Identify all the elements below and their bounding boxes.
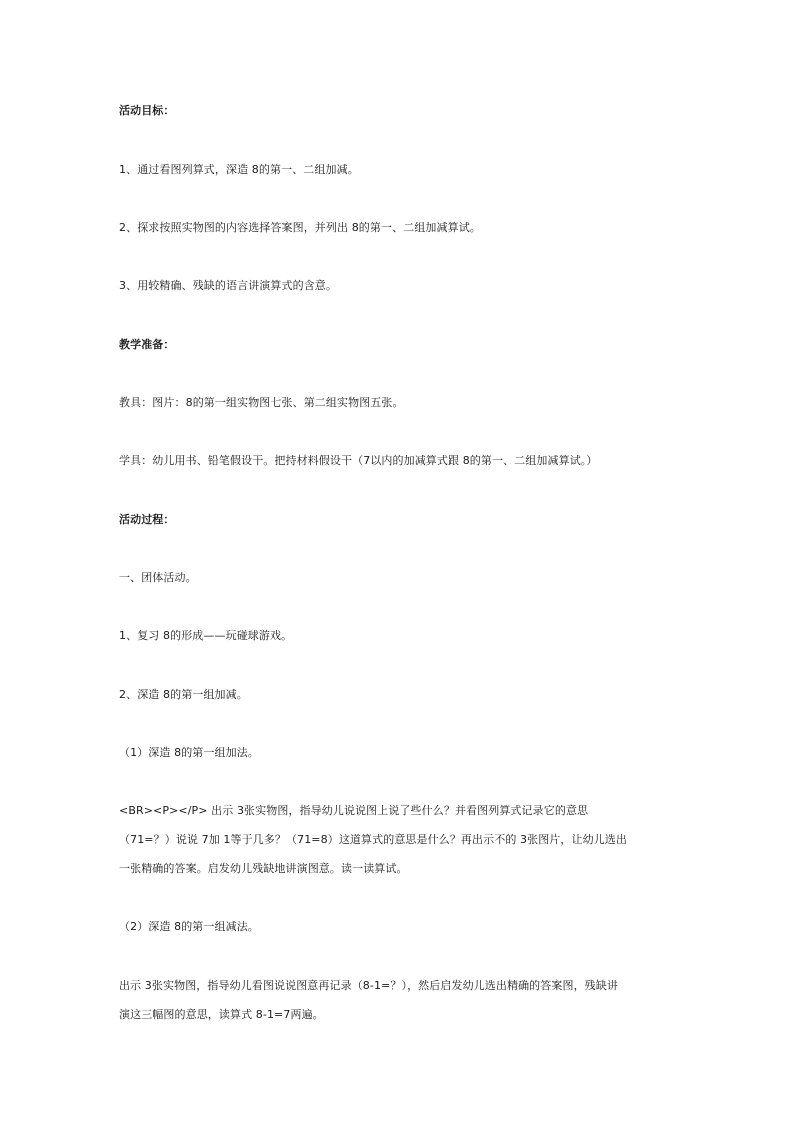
process-line-5: <BR><P></P> 出示 3张实物图，指导幼儿说说图上说了些什么？并看图列算式记录它的意思 [119, 804, 589, 817]
goal-2: 2、探求按照实物图的内容选择答案图，并列出 8的第一、二组加减算试。 [119, 221, 481, 234]
process-line-6: （71=？）说说 7加 1等于几多？（71=8）这道算式的意思是什么？再出示不的 3张图片，让幼儿选出 [119, 833, 628, 846]
heading-process: 活动过程： [119, 513, 175, 526]
process-line-10: 演这三幅图的意思，读算式 8-1=7两遍。 [119, 1008, 324, 1021]
heading-prep: 教学准备： [119, 338, 175, 351]
process-line-1: 一、团体活动。 [119, 571, 197, 584]
goal-1: 1、通过看图列算式，深造 8的第一、二组加减。 [119, 163, 359, 176]
process-line-3: 2、深造 8的第一组加减。 [119, 688, 248, 701]
prep-teacher-tools: 教具：图片：8的第一组实物图七张、第二组实物图五张。 [119, 396, 404, 409]
process-line-2: 1、复习 8的形成——玩碰球游戏。 [119, 629, 293, 642]
prep-student-tools: 学具：幼儿用书、铅笔假设干。把持材料假设干（7以内的加减算式跟 8的第一、二组加减算试。） [119, 454, 598, 467]
process-line-4: （1）深造 8的第一组加法。 [119, 746, 259, 759]
goal-3: 3、用较精确、残缺的语言讲演算式的含意。 [119, 279, 337, 292]
process-line-8: （2）深造 8的第一组减法。 [119, 920, 259, 933]
process-line-7: 一张精确的答案。启发幼儿残缺地讲演图意。读一读算试。 [119, 862, 408, 875]
process-line-9: 出示 3张实物图，指导幼儿看图说说图意再记录（8-1=？），然后启发幼儿选出精确的答案图，残缺讲 [119, 979, 618, 992]
heading-goals: 活动目标： [119, 104, 175, 117]
